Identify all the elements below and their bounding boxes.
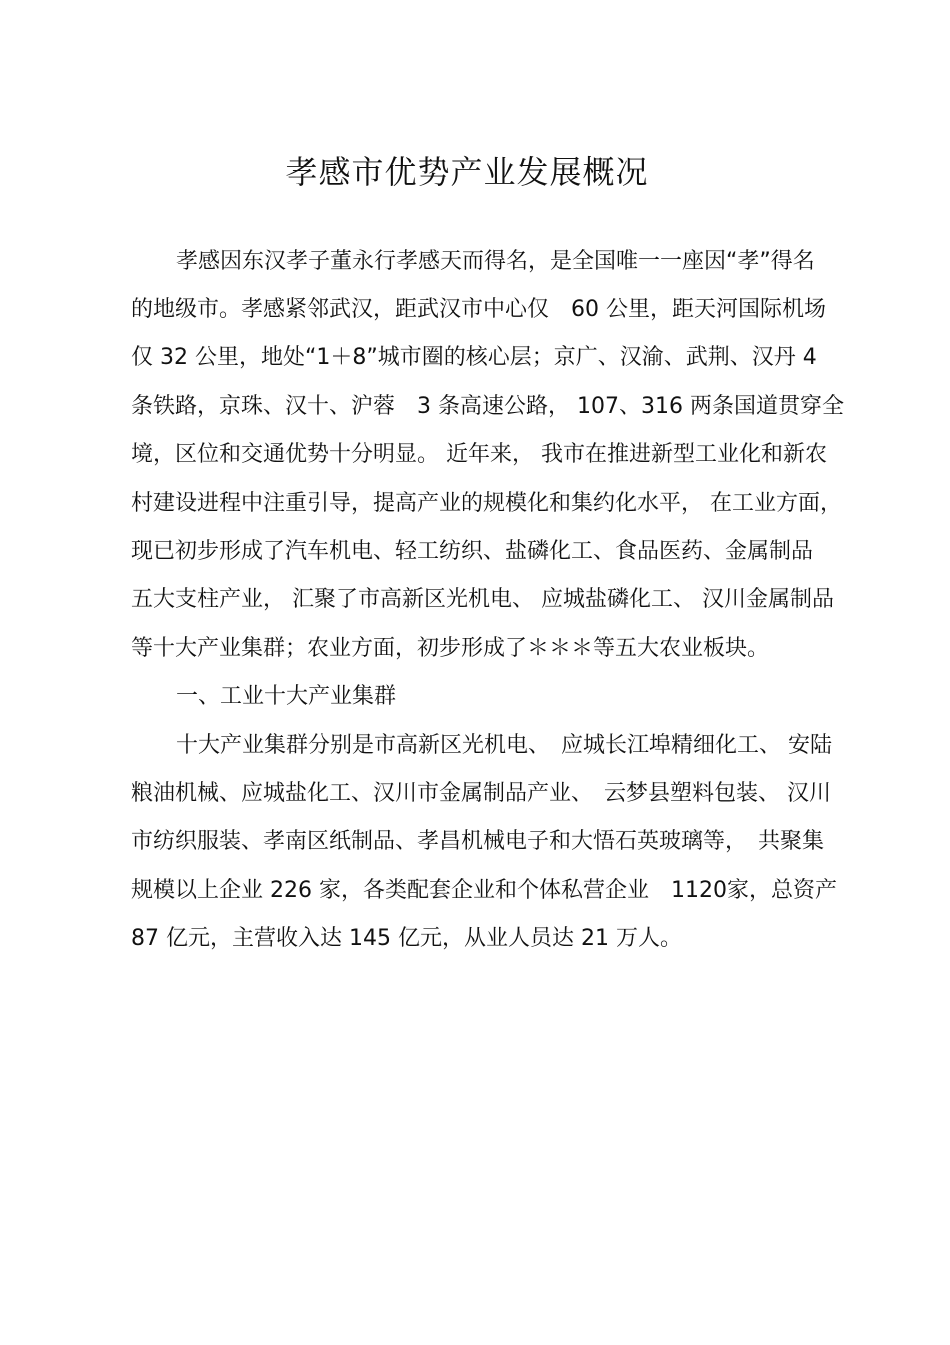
paragraph-text: 等十大产业集群；农业方面，初步形成了＊＊＊等五大农业板块。 — [131, 636, 770, 661]
paragraph-text: 境，区位和交通优势十分明显。 近年来， 我市在推进新型工业化和新农 — [131, 442, 827, 467]
paragraph-text: 的地级市。孝感紧邻武汉，距武汉市中心仅 60 公里，距天河国际机场 — [131, 297, 826, 322]
paragraph-text: 规模以上企业 226 家，各类配套企业和个体私营企业 1120家，总资产 — [131, 878, 837, 903]
paragraph-text: 现已初步形成了汽车机电、轻工纺织、盐磷化工、食品医药、金属制品 — [131, 539, 814, 564]
section-heading-text: 一、工业十大产业集群 — [176, 684, 397, 709]
paragraph-text: 五大支柱产业， 汇聚了市高新区光机电、 应城盐磷化工、 汉川金属制品 — [131, 587, 834, 612]
paragraph-text: 市纺织服装、孝南区纸制品、孝昌机械电子和大悟石英玻璃等， 共聚集 — [131, 829, 825, 854]
paragraph-text: 村建设进程中注重引导，提高产业的规模化和集约化水平， 在工业方面， — [131, 491, 842, 516]
paragraph-text: 条铁路，京珠、汉十、沪蓉 3 条高速公路， 107、316 两条国道贯穿全 — [131, 394, 844, 419]
paragraph-text: 仅 32 公里，地处“1＋8”城市圈的核心层；京广、汉渝、武荆、汉丹 4 — [131, 345, 817, 370]
document-title: 孝感市优势产业发展概况 — [285, 153, 649, 191]
paragraph-text: 87 亿元，主营收入达 145 亿元，从业人员达 21 万人。 — [131, 926, 682, 951]
paragraph-text: 十大产业集群分别是市高新区光机电、 应城长江埠精细化工、 安陆 — [176, 733, 832, 758]
paragraph-text: 粮油机械、应城盐化工、汉川市金属制品产业、 云梦县塑料包装、 汉川 — [131, 781, 831, 806]
paragraph-text: 孝感因东汉孝子董永行孝感天而得名，是全国唯一一座因“孝”得名 — [176, 249, 815, 274]
